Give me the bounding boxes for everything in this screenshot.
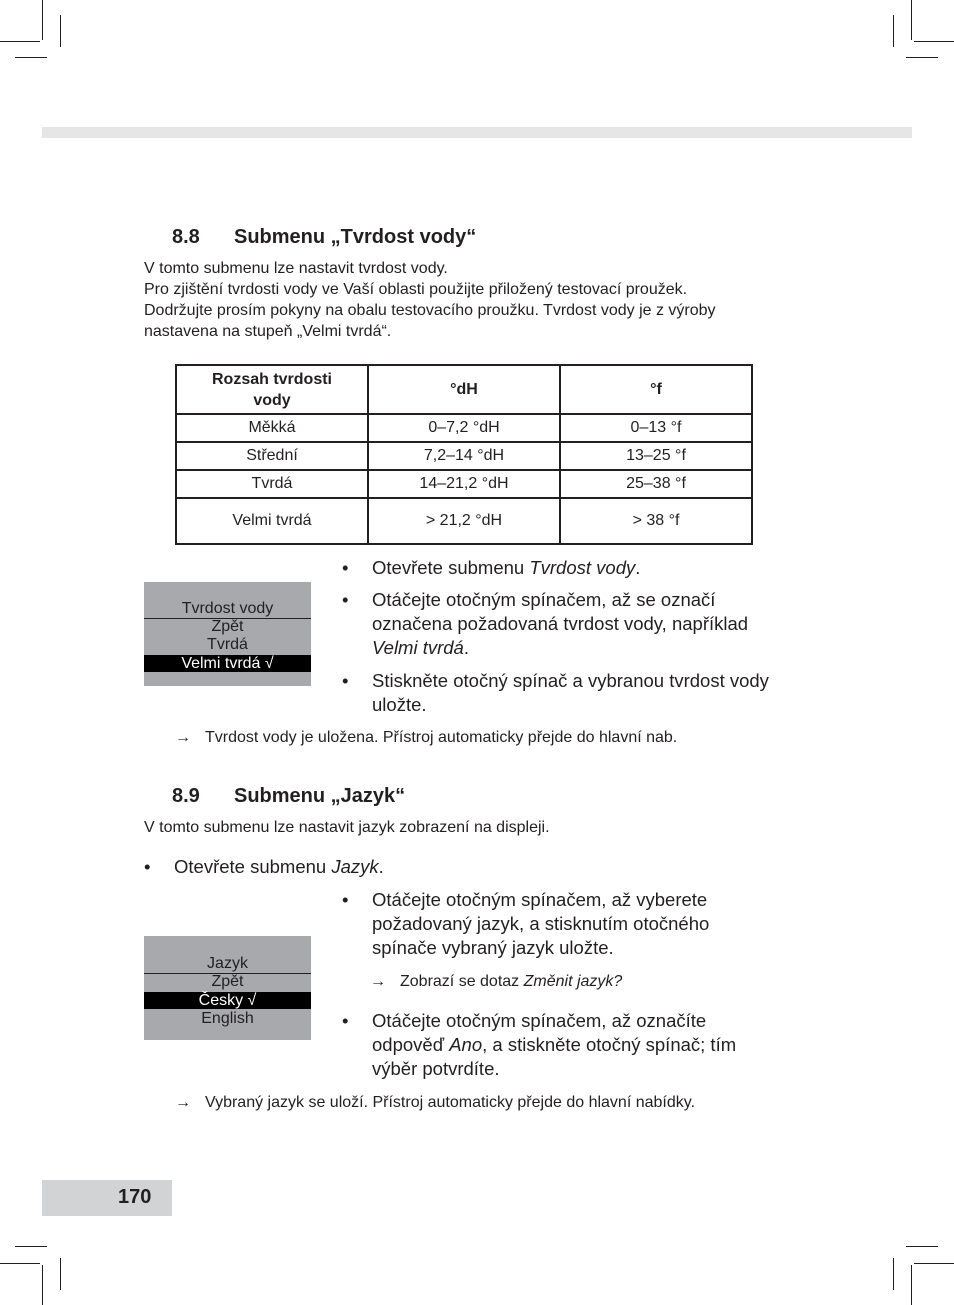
display-item-hard: Tvrdá: [207, 636, 248, 653]
bullet-symbol: •: [342, 557, 349, 578]
crop-mark: [914, 41, 954, 42]
display-item-selected: Česky √: [144, 992, 311, 1009]
section-intro: [144, 258, 716, 342]
intro-line: V tomto submenu lze nastavit tvrdost vody.: [144, 260, 448, 277]
table-header-f: °f: [560, 365, 752, 414]
display-title: Jazyk: [207, 955, 248, 972]
table-cell: 25–38 °f: [560, 470, 752, 498]
page-number-box: [42, 1180, 172, 1216]
answer-name: Ano: [449, 1034, 483, 1055]
crop-mark: [893, 1258, 894, 1290]
bullet-symbol: •: [342, 589, 349, 610]
intro-line: Dodržujte prosím pokyny na obalu testovacího proužku. Tvrdost vody je z výroby: [144, 302, 716, 319]
option-name: Velmi tvrdá: [372, 637, 464, 658]
display-title: Tvrdost vody: [181, 600, 274, 617]
bullet-symbol: •: [144, 856, 151, 877]
table-header-range: Rozsah tvrdosti vody: [176, 365, 368, 414]
table-header-dh: °dH: [368, 365, 560, 414]
prompt-name: Změnit jazyk?: [523, 973, 623, 990]
intro-line: nastavena na stupeň „Velmi tvrdá“.: [144, 323, 392, 340]
intro-line: Pro zjištění tvrdosti vody ve Vaší oblasti použijte přiložený testovací proužek.: [144, 281, 688, 298]
crop-mark: [60, 1258, 61, 1290]
page-number: 170: [118, 1186, 152, 1208]
header-bar: [42, 127, 912, 138]
crop-mark: [0, 41, 40, 42]
table-cell: 14–21,2 °dH: [368, 470, 560, 498]
crop-mark: [906, 1246, 938, 1247]
section-heading-8-9: [172, 785, 405, 808]
display-language-menu: [144, 936, 311, 1040]
bullet-symbol: •: [342, 670, 349, 691]
water-hardness-table: [175, 364, 753, 545]
table-cell: Tvrdá: [176, 470, 368, 498]
submenu-name: Tvrdost vody: [529, 557, 636, 578]
bullet-symbol: •: [342, 1010, 349, 1031]
crop-mark: [914, 1263, 954, 1264]
crop-mark: [911, 0, 912, 40]
section-title: Submenu „Jazyk“: [234, 785, 406, 807]
table-cell: > 21,2 °dH: [368, 498, 560, 544]
crop-mark: [15, 57, 47, 58]
section-title: Submenu „Tvrdost vody“: [234, 226, 477, 248]
arrow-icon: →: [175, 729, 191, 746]
table-cell: Velmi tvrdá: [176, 498, 368, 544]
crop-mark: [906, 57, 938, 58]
crop-mark: [893, 15, 894, 47]
table-cell: 13–25 °f: [560, 442, 752, 470]
table-cell: 0–13 °f: [560, 414, 752, 442]
display-hardness-menu: [144, 582, 311, 686]
crop-mark: [42, 1265, 43, 1305]
table-cell: Měkká: [176, 414, 368, 442]
bullet-symbol: •: [342, 889, 349, 910]
table-cell: > 38 °f: [560, 498, 752, 544]
crop-mark: [911, 1265, 912, 1305]
arrow-icon: →: [175, 1094, 191, 1111]
table-cell: 0–7,2 °dH: [368, 414, 560, 442]
table-row: [176, 414, 752, 442]
crop-mark: [0, 1263, 40, 1264]
section-number: 8.8: [172, 226, 200, 248]
submenu-name: Jazyk: [331, 856, 379, 877]
section-intro: V tomto submenu lze nastavit jazyk zobrazení na displeji.: [144, 819, 550, 836]
section-number: 8.9: [172, 785, 200, 807]
table-row: [176, 470, 752, 498]
table-row: [176, 442, 752, 470]
crop-mark: [60, 15, 61, 47]
table-row: [176, 498, 752, 544]
crop-mark: [15, 1246, 47, 1247]
table-cell: Střední: [176, 442, 368, 470]
display-item-back: Zpět: [211, 618, 244, 635]
table-header-row: [176, 365, 752, 414]
display-item-back: Zpět: [211, 973, 244, 990]
display-item-english: English: [201, 1010, 254, 1027]
crop-mark: [42, 0, 43, 40]
arrow-icon: →: [370, 973, 386, 990]
table-cell: 7,2–14 °dH: [368, 442, 560, 470]
display-item-selected: Velmi tvrdá √: [144, 655, 311, 672]
section-heading-8-8: [172, 226, 476, 249]
